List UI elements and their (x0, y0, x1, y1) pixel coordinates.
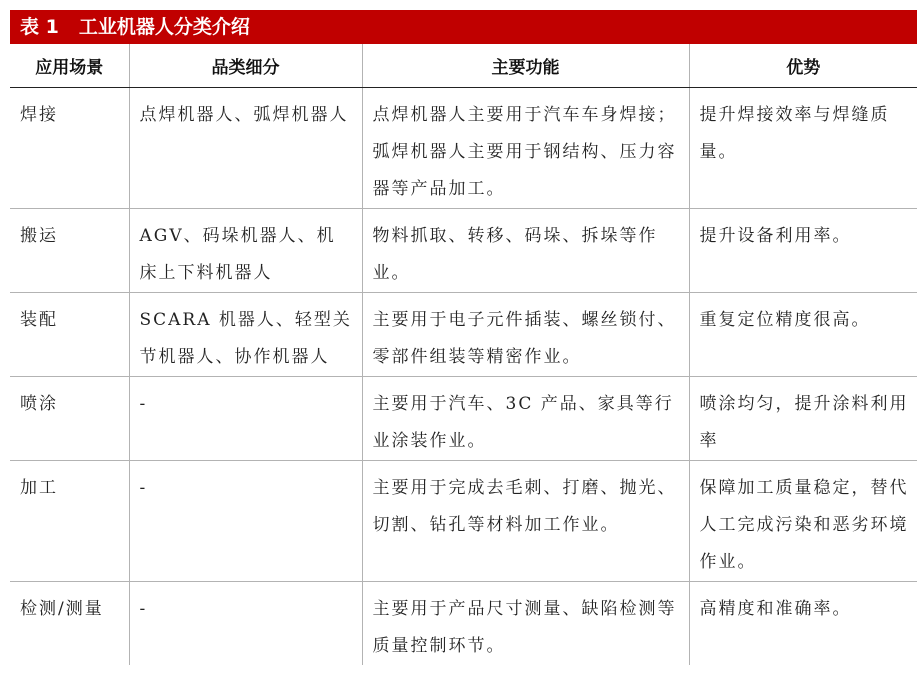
cell-advantage: 高精度和准确率。 (689, 582, 917, 666)
cell-scenario: 加工 (10, 461, 129, 582)
table-header-row (10, 44, 917, 88)
cell-function: 主要用于完成去毛刺、打磨、抛光、切割、钻孔等材料加工作业。 (362, 461, 689, 582)
cell-function: 物料抓取、转移、码垛、拆垛等作业。 (362, 209, 689, 293)
header-function: 主要功能 (362, 44, 689, 88)
table-row (10, 377, 917, 461)
cell-scenario: 焊接 (10, 88, 129, 209)
cell-advantage: 重复定位精度很高。 (689, 293, 917, 377)
header-advantage: 优势 (689, 44, 917, 88)
cell-category: AGV、码垛机器人、机床上下料机器人 (129, 209, 362, 293)
cell-function: 主要用于产品尺寸测量、缺陷检测等质量控制环节。 (362, 582, 689, 666)
cell-scenario: 检测/测量 (10, 582, 129, 666)
cell-category: - (129, 377, 362, 461)
cell-advantage: 提升焊接效率与焊缝质量。 (689, 88, 917, 209)
robot-classification-table (10, 44, 917, 665)
cell-scenario: 喷涂 (10, 377, 129, 461)
table-title: 工业机器人分类介绍 (78, 16, 250, 38)
table-row (10, 88, 917, 209)
cell-advantage: 提升设备利用率。 (689, 209, 917, 293)
table-title-bar (10, 10, 917, 44)
cell-function: 点焊机器人主要用于汽车车身焊接；弧焊机器人主要用于钢结构、压力容器等产品加工。 (362, 88, 689, 209)
cell-scenario: 搬运 (10, 209, 129, 293)
header-scenario: 应用场景 (10, 44, 129, 88)
cell-function: 主要用于汽车、3C 产品、家具等行业涂装作业。 (362, 377, 689, 461)
cell-category: - (129, 582, 362, 666)
table-row (10, 461, 917, 582)
cell-advantage: 保障加工质量稳定，替代人工完成污染和恶劣环境作业。 (689, 461, 917, 582)
cell-scenario: 装配 (10, 293, 129, 377)
cell-category: SCARA 机器人、轻型关节机器人、协作机器人 (129, 293, 362, 377)
cell-category: 点焊机器人、弧焊机器人 (129, 88, 362, 209)
header-category: 品类细分 (129, 44, 362, 88)
table-row (10, 582, 917, 666)
table-number: 表 1 (20, 16, 59, 38)
cell-category: - (129, 461, 362, 582)
cell-advantage: 喷涂均匀，提升涂料利用率 (689, 377, 917, 461)
cell-function: 主要用于电子元件插装、螺丝锁付、零部件组装等精密作业。 (362, 293, 689, 377)
table-row (10, 293, 917, 377)
table-row (10, 209, 917, 293)
